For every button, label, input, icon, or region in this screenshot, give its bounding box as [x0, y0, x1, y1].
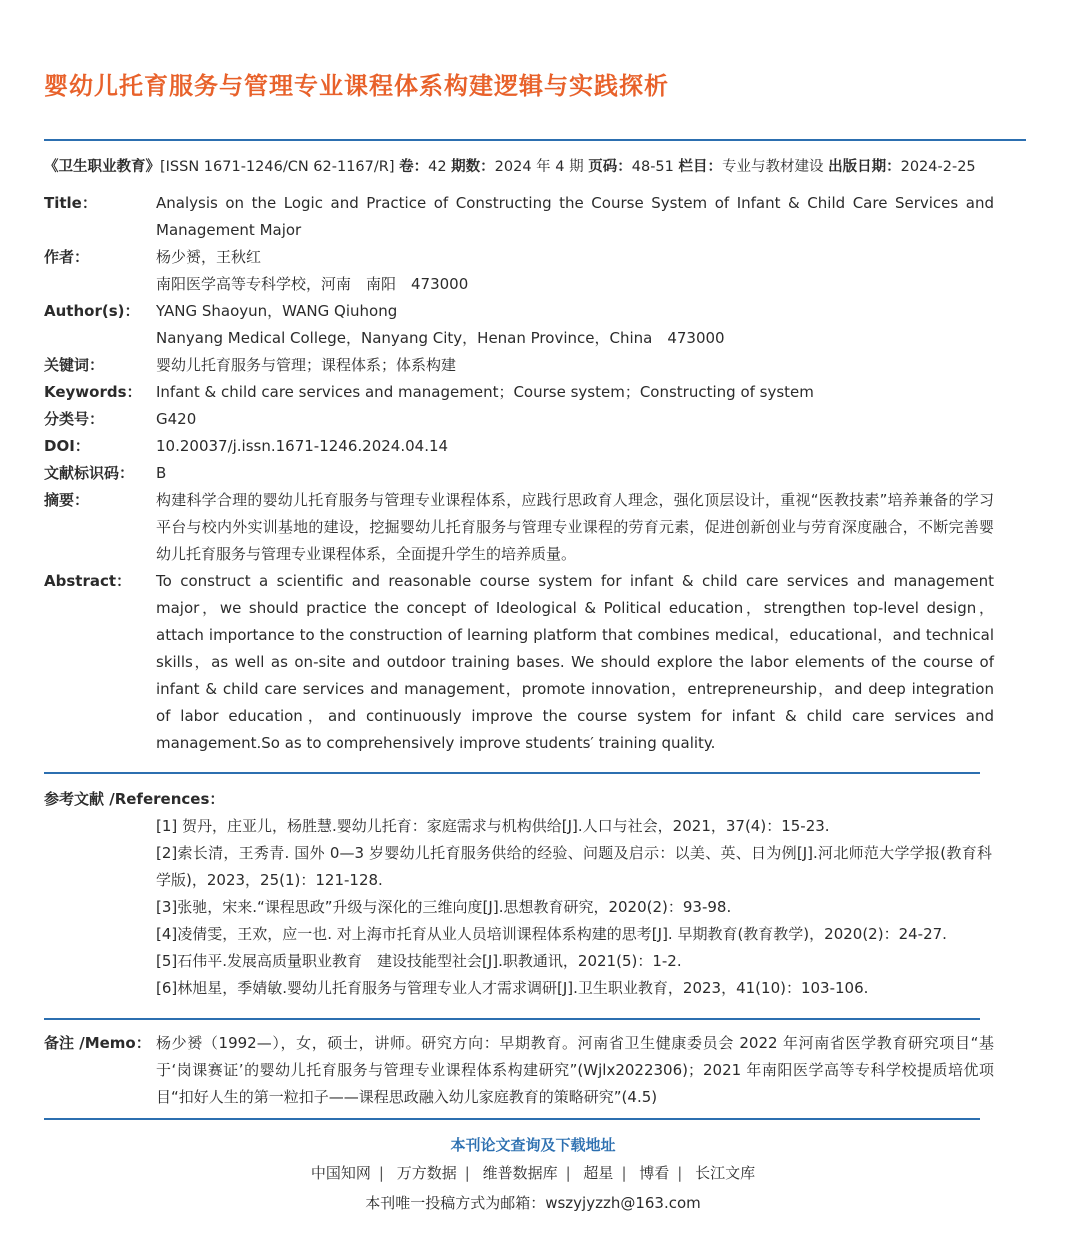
doi-value: 10.20037/j.issn.1671-1246.2024.04.14	[156, 437, 449, 455]
affiliation-en: Nanyang Medical College，Nanyang City，Henan Province，China 473000	[156, 329, 725, 347]
reference-item: [2]索长清，王秀青. 国外 0—3 岁婴幼儿托育服务供给的经验、问题及启示：以美、英、日为例[J].河北师范大学学报(教育科学版)，2023，25(1)：121-128.	[156, 844, 992, 889]
field-abstract-en	[44, 568, 994, 757]
article-title: 婴幼儿托育服务与管理专业课程体系构建逻辑与实践探析	[44, 72, 669, 100]
field-author-en	[44, 298, 994, 352]
footer-divider	[44, 1118, 980, 1120]
volume: 42	[428, 159, 447, 175]
field-keywords-cn	[44, 352, 994, 379]
separator: |	[464, 1164, 470, 1182]
site-bookan[interactable]: 博看	[639, 1164, 670, 1182]
affiliation-cn: 南阳医学高等专科学校，河南 南阳 473000	[156, 275, 469, 293]
field-label: Title：	[44, 194, 97, 212]
field-doi	[44, 433, 994, 460]
site-chaoxing[interactable]: 超星	[583, 1164, 614, 1182]
field-abstract-cn	[44, 487, 994, 568]
keywords-en: Infant & child care services and management；Course system；Constructing of system	[156, 383, 814, 401]
author-names-cn: 杨少赟，王秋红	[156, 248, 262, 266]
field-classification	[44, 406, 994, 433]
column-label: 栏目：	[678, 159, 722, 175]
publish-date: 2024-2-25	[900, 159, 976, 175]
citation-meta	[44, 155, 1044, 176]
separator: |	[677, 1164, 683, 1182]
pages-label: 页码：	[588, 159, 632, 175]
field-label: DOI：	[44, 437, 90, 455]
memo-divider	[44, 1018, 980, 1020]
column: 专业与教材建设	[722, 159, 824, 175]
journal-name: 《卫生职业教育》	[44, 159, 160, 175]
field-title-en	[44, 190, 994, 244]
field-label: Author(s)：	[44, 302, 140, 320]
issn: [ISSN 1671-1246/CN 62-1167/R]	[160, 159, 395, 175]
footer-heading: 本刊论文查询及下载地址	[450, 1136, 616, 1154]
site-vip[interactable]: 维普数据库	[482, 1164, 558, 1182]
article-fields	[44, 190, 994, 757]
classification-code: G420	[156, 410, 197, 428]
reference-item: [6]林旭星，季婧敏.婴幼儿托育服务与管理专业人才需求调研[J].卫生职业教育，2023，41(10)：103-106.	[156, 979, 869, 997]
references-divider	[44, 772, 980, 774]
reference-item: [4]凌倩雯，王欢，应一也. 对上海市托育从业人员培训课程体系构建的思考[J]. 早期教育(教育教学)，2020(2)：24-27.	[156, 925, 947, 943]
reference-item: [1] 贺丹，庄亚儿，杨胜慧.婴幼儿托育：家庭需求与机构供给[J].人口与社会，2021，37(4)：15-23.	[156, 817, 830, 835]
memo-text: 杨少赟（1992—），女，硕士，讲师。研究方向：早期教育。河南省卫生健康委员会 2022 年河南省医学教育研究项目“基于‘岗课赛证’的婴幼儿托育服务与管理专业课程体系构建研究”(Wjlx2022306)；2021 年南阳医学高等专科学校提质培优项目“扣好人生的第一粒扣子——课程思政融入幼儿家庭教育的策略研究”(4.5)	[156, 1034, 994, 1106]
references-heading: 参考文献 /References：	[44, 790, 225, 808]
field-doc-code	[44, 460, 994, 487]
field-label: 关键词：	[44, 356, 105, 374]
abstract-en: To construct a scientific and reasonable course system for infant & child care services and management major，we should practice the concept of Ideological & Political education，strengthen top-level design，attach importance to the construction of learning platform that combines medical，educational，and technical skills，as well as on-site and outdoor training bases. We should explore the labor elements of the course of infant & child care services and management，promote innovation，entrepreneurship，and deep integration of labor education，and continuously improve the course system for infant & child care services and management.So as to comprehensively improve students′ training quality.	[156, 572, 994, 752]
separator: |	[378, 1164, 384, 1182]
field-label: Keywords：	[44, 383, 142, 401]
issue: 2024 年 4 期	[494, 159, 584, 175]
english-title: Analysis on the Logic and Practice of Constructing the Course System of Infant & Child Care Services and Management Major	[156, 194, 994, 239]
reference-item: [5]石伟平.发展高质量职业教育 建设技能型社会[J].职教通讯，2021(5)：1-2.	[156, 952, 682, 970]
field-label: 摘要：	[44, 491, 90, 509]
field-label: 分类号：	[44, 410, 105, 428]
issue-label: 期数：	[451, 159, 495, 175]
volume-label: 卷：	[399, 159, 429, 175]
database-list	[0, 1162, 1066, 1183]
reference-item: [3]张驰，宋来.“课程思政”升级与深化的三维向度[J].思想教育研究，2020(2)：93-98.	[156, 898, 732, 916]
field-label: 作者：	[44, 248, 90, 266]
field-label: 文献标识码：	[44, 464, 135, 482]
separator: |	[621, 1164, 627, 1182]
site-changjiang[interactable]: 长江文库	[695, 1164, 756, 1182]
top-divider	[44, 139, 1026, 141]
date-label: 出版日期：	[828, 159, 901, 175]
doc-code-value: B	[156, 464, 167, 482]
field-label: Abstract：	[44, 572, 132, 590]
field-keywords-en	[44, 379, 994, 406]
site-wanfang[interactable]: 万方数据	[396, 1164, 457, 1182]
pages: 48-51	[631, 159, 674, 175]
submission-contact: 本刊唯一投稿方式为邮箱：wszyjyzzh@163.com	[365, 1194, 701, 1212]
site-cnki[interactable]: 中国知网	[310, 1164, 371, 1182]
memo-label: 备注 /Memo：	[44, 1034, 151, 1052]
abstract-cn: 构建科学合理的婴幼儿托育服务与管理专业课程体系，应践行思政育人理念，强化顶层设计，重视“医教技素”培养兼备的学习平台与校内外实训基地的建设，挖掘婴幼儿托育服务与管理专业课程的劳育元素，促进创新创业与劳育深度融合，不断完善婴幼儿托育服务与管理专业课程体系，全面提升学生的培养质量。	[156, 491, 994, 563]
keywords-cn: 婴幼儿托育服务与管理；课程体系；体系构建	[156, 356, 457, 374]
separator: |	[565, 1164, 571, 1182]
reference-list	[156, 813, 992, 1002]
field-author-cn	[44, 244, 994, 298]
author-names-en: YANG Shaoyun，WANG Qiuhong	[156, 302, 398, 320]
memo	[44, 1030, 994, 1111]
